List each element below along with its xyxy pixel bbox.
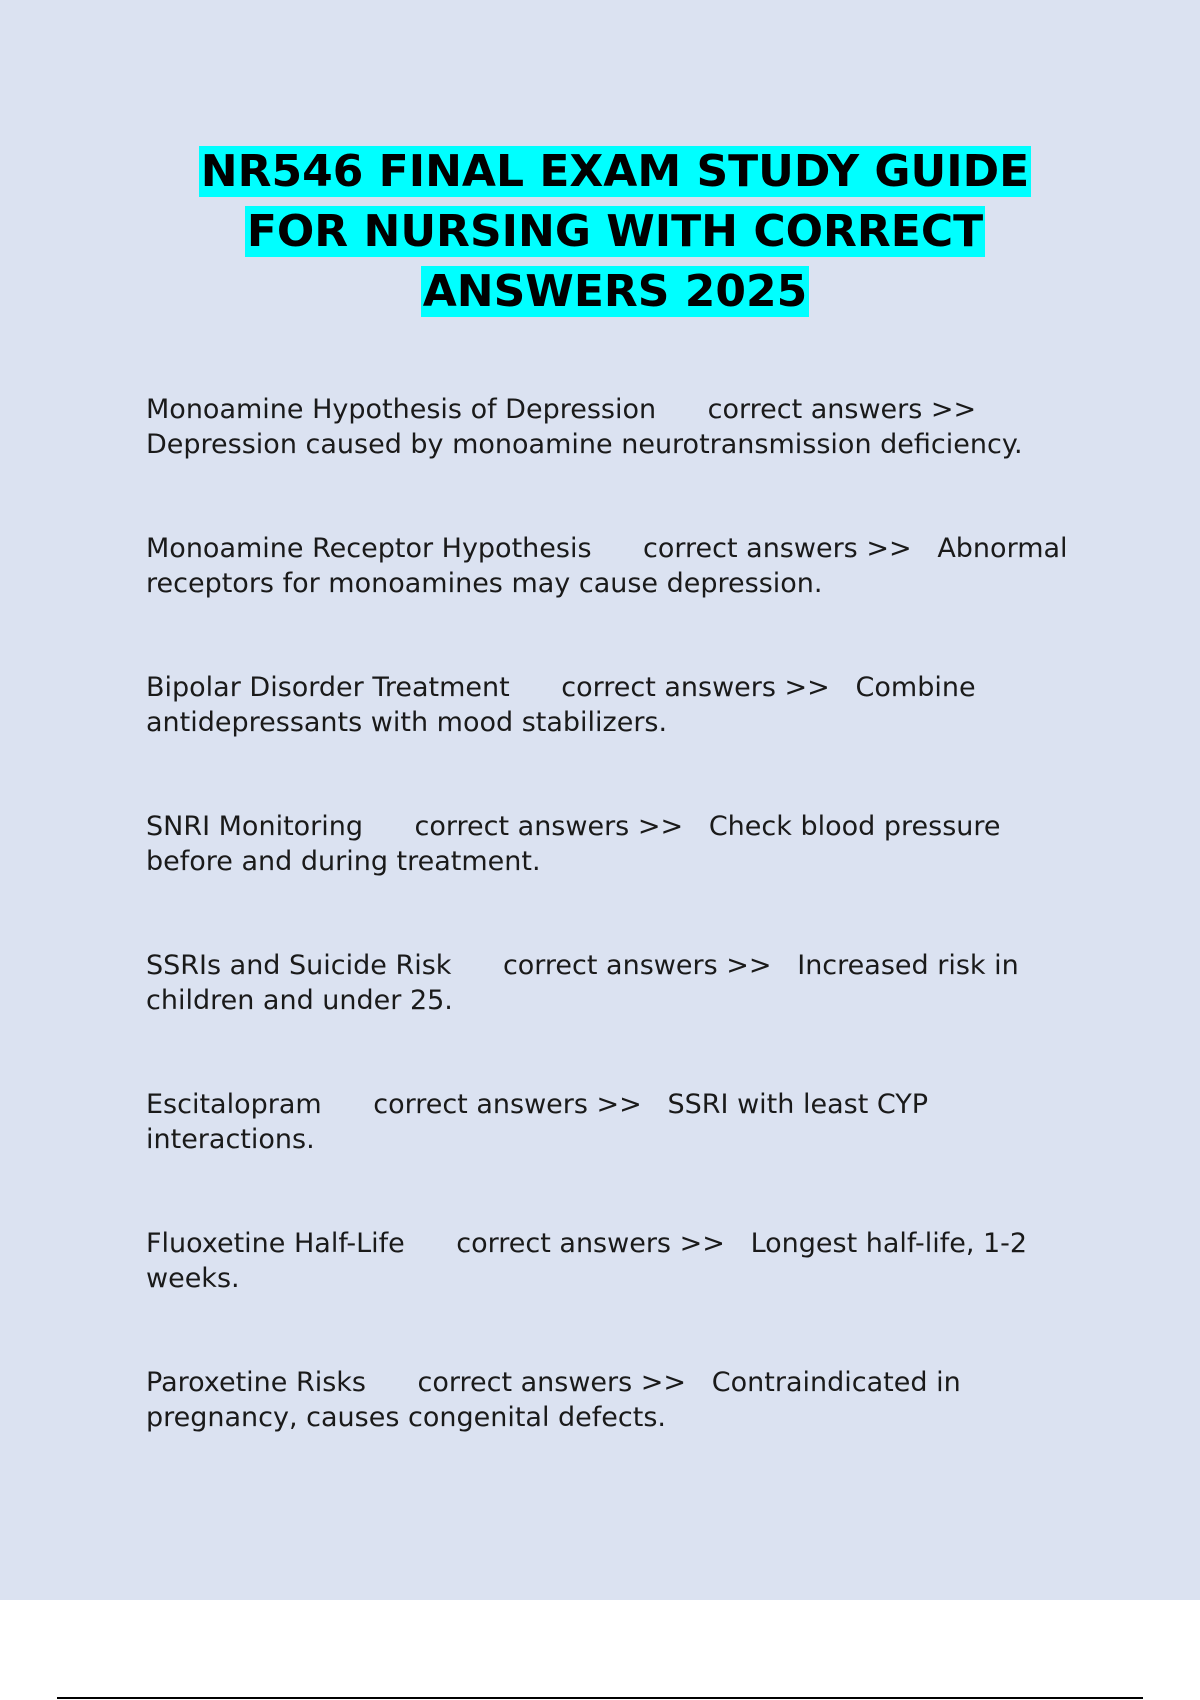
entry-term: Paroxetine Risks (146, 1367, 366, 1398)
entry-separator: correct answers >> (707, 394, 977, 425)
entry-term: Monoamine Hypothesis of Depression (146, 394, 657, 425)
entry-term: Monoamine Receptor Hypothesis (146, 533, 592, 564)
qa-entry (146, 1226, 1086, 1365)
entry-separator: correct answers >> (456, 1228, 725, 1259)
qa-entry (146, 531, 1086, 670)
qa-entry (146, 392, 1086, 531)
entry-term: SNRI Monitoring (146, 811, 364, 842)
title-line-1: NR546 FINAL EXAM STUDY GUIDE (200, 146, 1030, 197)
title-line-3: ANSWERS 2025 (422, 266, 808, 317)
qa-list (146, 392, 1086, 1504)
entry-answer: Contraindicated in pregnancy, causes congenital defects. (146, 1367, 970, 1433)
entry-answer: Increased risk in children and under 25. (146, 950, 1028, 1016)
entry-separator: correct answers >> (561, 672, 830, 703)
footer-rule (57, 1697, 1143, 1699)
entry-separator: correct answers >> (373, 1089, 642, 1120)
entry-answer: Abnormal receptors for monoamines may cause depression. (146, 533, 1077, 599)
entry-answer: SSRI with least CYP interactions. (146, 1089, 937, 1155)
entry-answer: Longest half-life, 1-2 weeks. (146, 1228, 1036, 1294)
document-title (140, 142, 1090, 322)
qa-entry (146, 948, 1086, 1087)
entry-term: Bipolar Disorder Treatment (146, 672, 510, 703)
qa-entry (146, 809, 1086, 948)
entry-term: Escitalopram (146, 1089, 322, 1120)
qa-entry (146, 670, 1086, 809)
entry-separator: correct answers >> (502, 950, 772, 981)
entry-term: SSRIs and Suicide Risk (146, 950, 452, 981)
entry-term: Fluoxetine Half-Life (146, 1228, 405, 1259)
entry-answer: Depression caused by monoamine neurotransmission deficiency. (146, 429, 1023, 460)
qa-entry (146, 1365, 1086, 1504)
title-line-2: FOR NURSING WITH CORRECT (246, 206, 984, 257)
qa-entry (146, 1087, 1086, 1226)
entry-separator: correct answers >> (414, 811, 684, 842)
entry-answer: Combine antidepressants with mood stabilizers. (146, 672, 985, 738)
entry-answer: Check blood pressure before and during treatment. (146, 811, 1010, 877)
entry-separator: correct answers >> (417, 1367, 687, 1398)
entry-separator: correct answers >> (643, 533, 912, 564)
